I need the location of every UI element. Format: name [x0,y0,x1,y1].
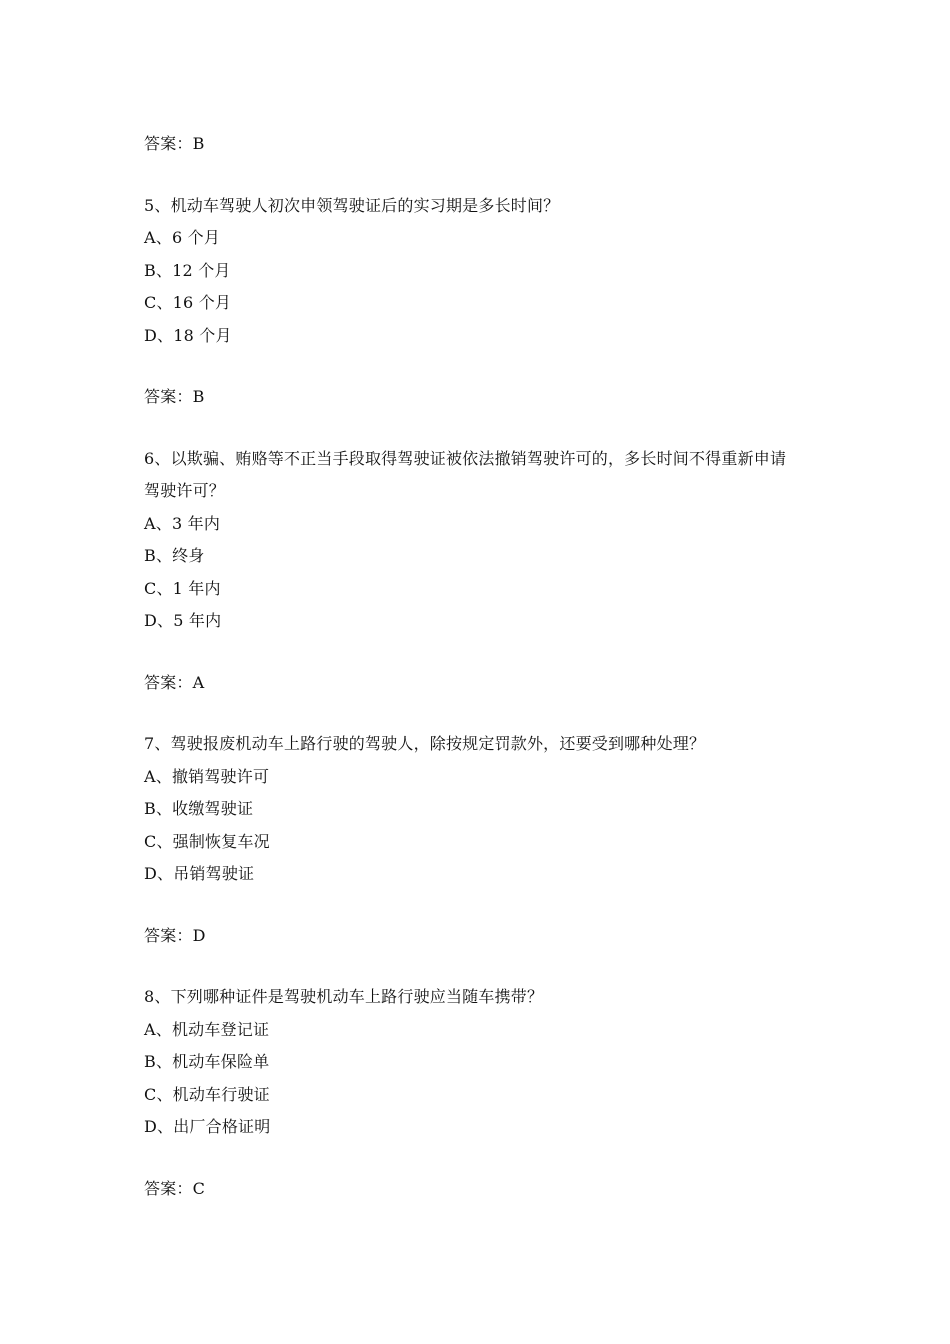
option-d: D、出厂合格证明 [144,1117,271,1136]
option-a: A、机动车登记证 [144,1019,270,1039]
option-a: A、6 个月 [144,228,221,247]
option-b: B、12 个月 [144,260,231,280]
option-c: C、机动车行驶证 [144,1084,270,1104]
option-b: B、收缴驾驶证 [144,799,254,818]
document-content [144,128,824,1205]
question-7 [144,728,824,891]
option-c: C、强制恢复车况 [144,831,270,851]
answer-q4: 答案：B [144,134,205,153]
answer-block-q7 [144,920,824,953]
option-d: D、5 年内 [144,611,222,630]
question-text-line-2: 驾驶许可？ [144,481,226,500]
option-d: D、吊销驾驶证 [144,864,255,883]
option-d: D、18 个月 [144,325,232,345]
question-5 [144,190,824,353]
option-b: B、机动车保险单 [144,1052,270,1071]
answer-block-q5 [144,381,824,414]
question-8 [144,981,824,1144]
answer-q7: 答案：D [144,925,206,945]
option-a: A、3 年内 [144,513,221,533]
option-c: C、1 年内 [144,578,221,598]
option-a: A、撤销驾驶许可 [144,766,270,786]
answer-q8: 答案：C [144,1178,206,1198]
option-b: B、终身 [144,546,205,565]
question-6 [144,443,824,638]
answer-block-q6 [144,667,824,700]
answer-block-q8 [144,1173,824,1206]
question-text-line-1: 6、以欺骗、贿赂等不正当手段取得驾驶证被依法撤销驾驶许可的，多长时间不得重新申请 [144,448,787,468]
question-text: 7、驾驶报废机动车上路行驶的驾驶人，除按规定罚款外，还要受到哪种处理？ [144,734,706,753]
answer-q5: 答案：B [144,387,205,406]
answer-q6: 答案：A [144,672,205,692]
question-text: 8、下列哪种证件是驾驶机动车上路行驶应当随车携带？ [144,987,544,1006]
question-text: 5、机动车驾驶人初次申领驾驶证后的实习期是多长时间？ [144,195,560,215]
option-c: C、16 个月 [144,293,232,312]
